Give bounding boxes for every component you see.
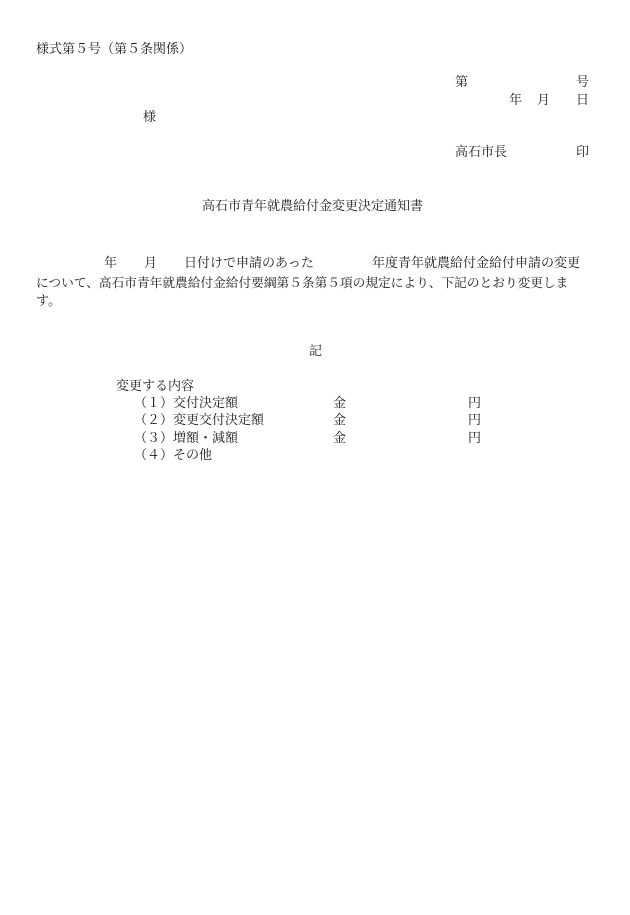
change-item-unit-2: 円 bbox=[468, 413, 482, 428]
change-item-currency-3: 金 bbox=[333, 431, 347, 446]
body-line-3-text: す。 bbox=[36, 294, 61, 309]
change-item-currency-1: 金 bbox=[333, 396, 347, 411]
date-year: 年 bbox=[509, 93, 523, 108]
body-fiscal-text: 年度青年就農給付金給付申請の変更 bbox=[372, 256, 581, 271]
number-suffix: 号 bbox=[576, 75, 590, 90]
body-year: 年 bbox=[104, 256, 118, 271]
date-day: 日 bbox=[576, 93, 590, 108]
ki-mark: 記 bbox=[309, 344, 323, 359]
changes-heading: 変更する内容 bbox=[116, 379, 195, 394]
addressee-suffix: 様 bbox=[143, 110, 157, 125]
change-item-label-4: （４）その他 bbox=[134, 448, 213, 463]
seal-mark: 印 bbox=[576, 145, 590, 160]
number-prefix: 第 bbox=[455, 75, 469, 90]
body-line-2 bbox=[36, 273, 596, 292]
change-item-label-3: （３）増額・減額 bbox=[134, 431, 239, 446]
body-line-3 bbox=[36, 292, 596, 311]
change-item-unit-1: 円 bbox=[468, 396, 482, 411]
body-day-text: 日付けで申請のあった bbox=[184, 256, 314, 271]
body-paragraph bbox=[36, 254, 596, 311]
change-item-label-2: （２）変更交付決定額 bbox=[134, 413, 265, 428]
form-label: 様式第５号（第５条関係） bbox=[36, 42, 193, 57]
body-line-1 bbox=[36, 254, 596, 273]
document-title: 高石市青年就農給付金変更決定通知書 bbox=[202, 199, 424, 214]
change-item-label-1: （１）交付決定額 bbox=[134, 396, 239, 411]
issuer-name: 高石市長 bbox=[455, 145, 508, 160]
change-item-currency-2: 金 bbox=[333, 413, 347, 428]
body-line-2-text: について、高石市青年就農給付金給付要綱第５条第５項の規定により、下記のとおり変更しま bbox=[36, 275, 569, 290]
date-month: 月 bbox=[537, 93, 551, 108]
change-item-unit-3: 円 bbox=[468, 431, 482, 446]
body-month: 月 bbox=[144, 256, 158, 271]
